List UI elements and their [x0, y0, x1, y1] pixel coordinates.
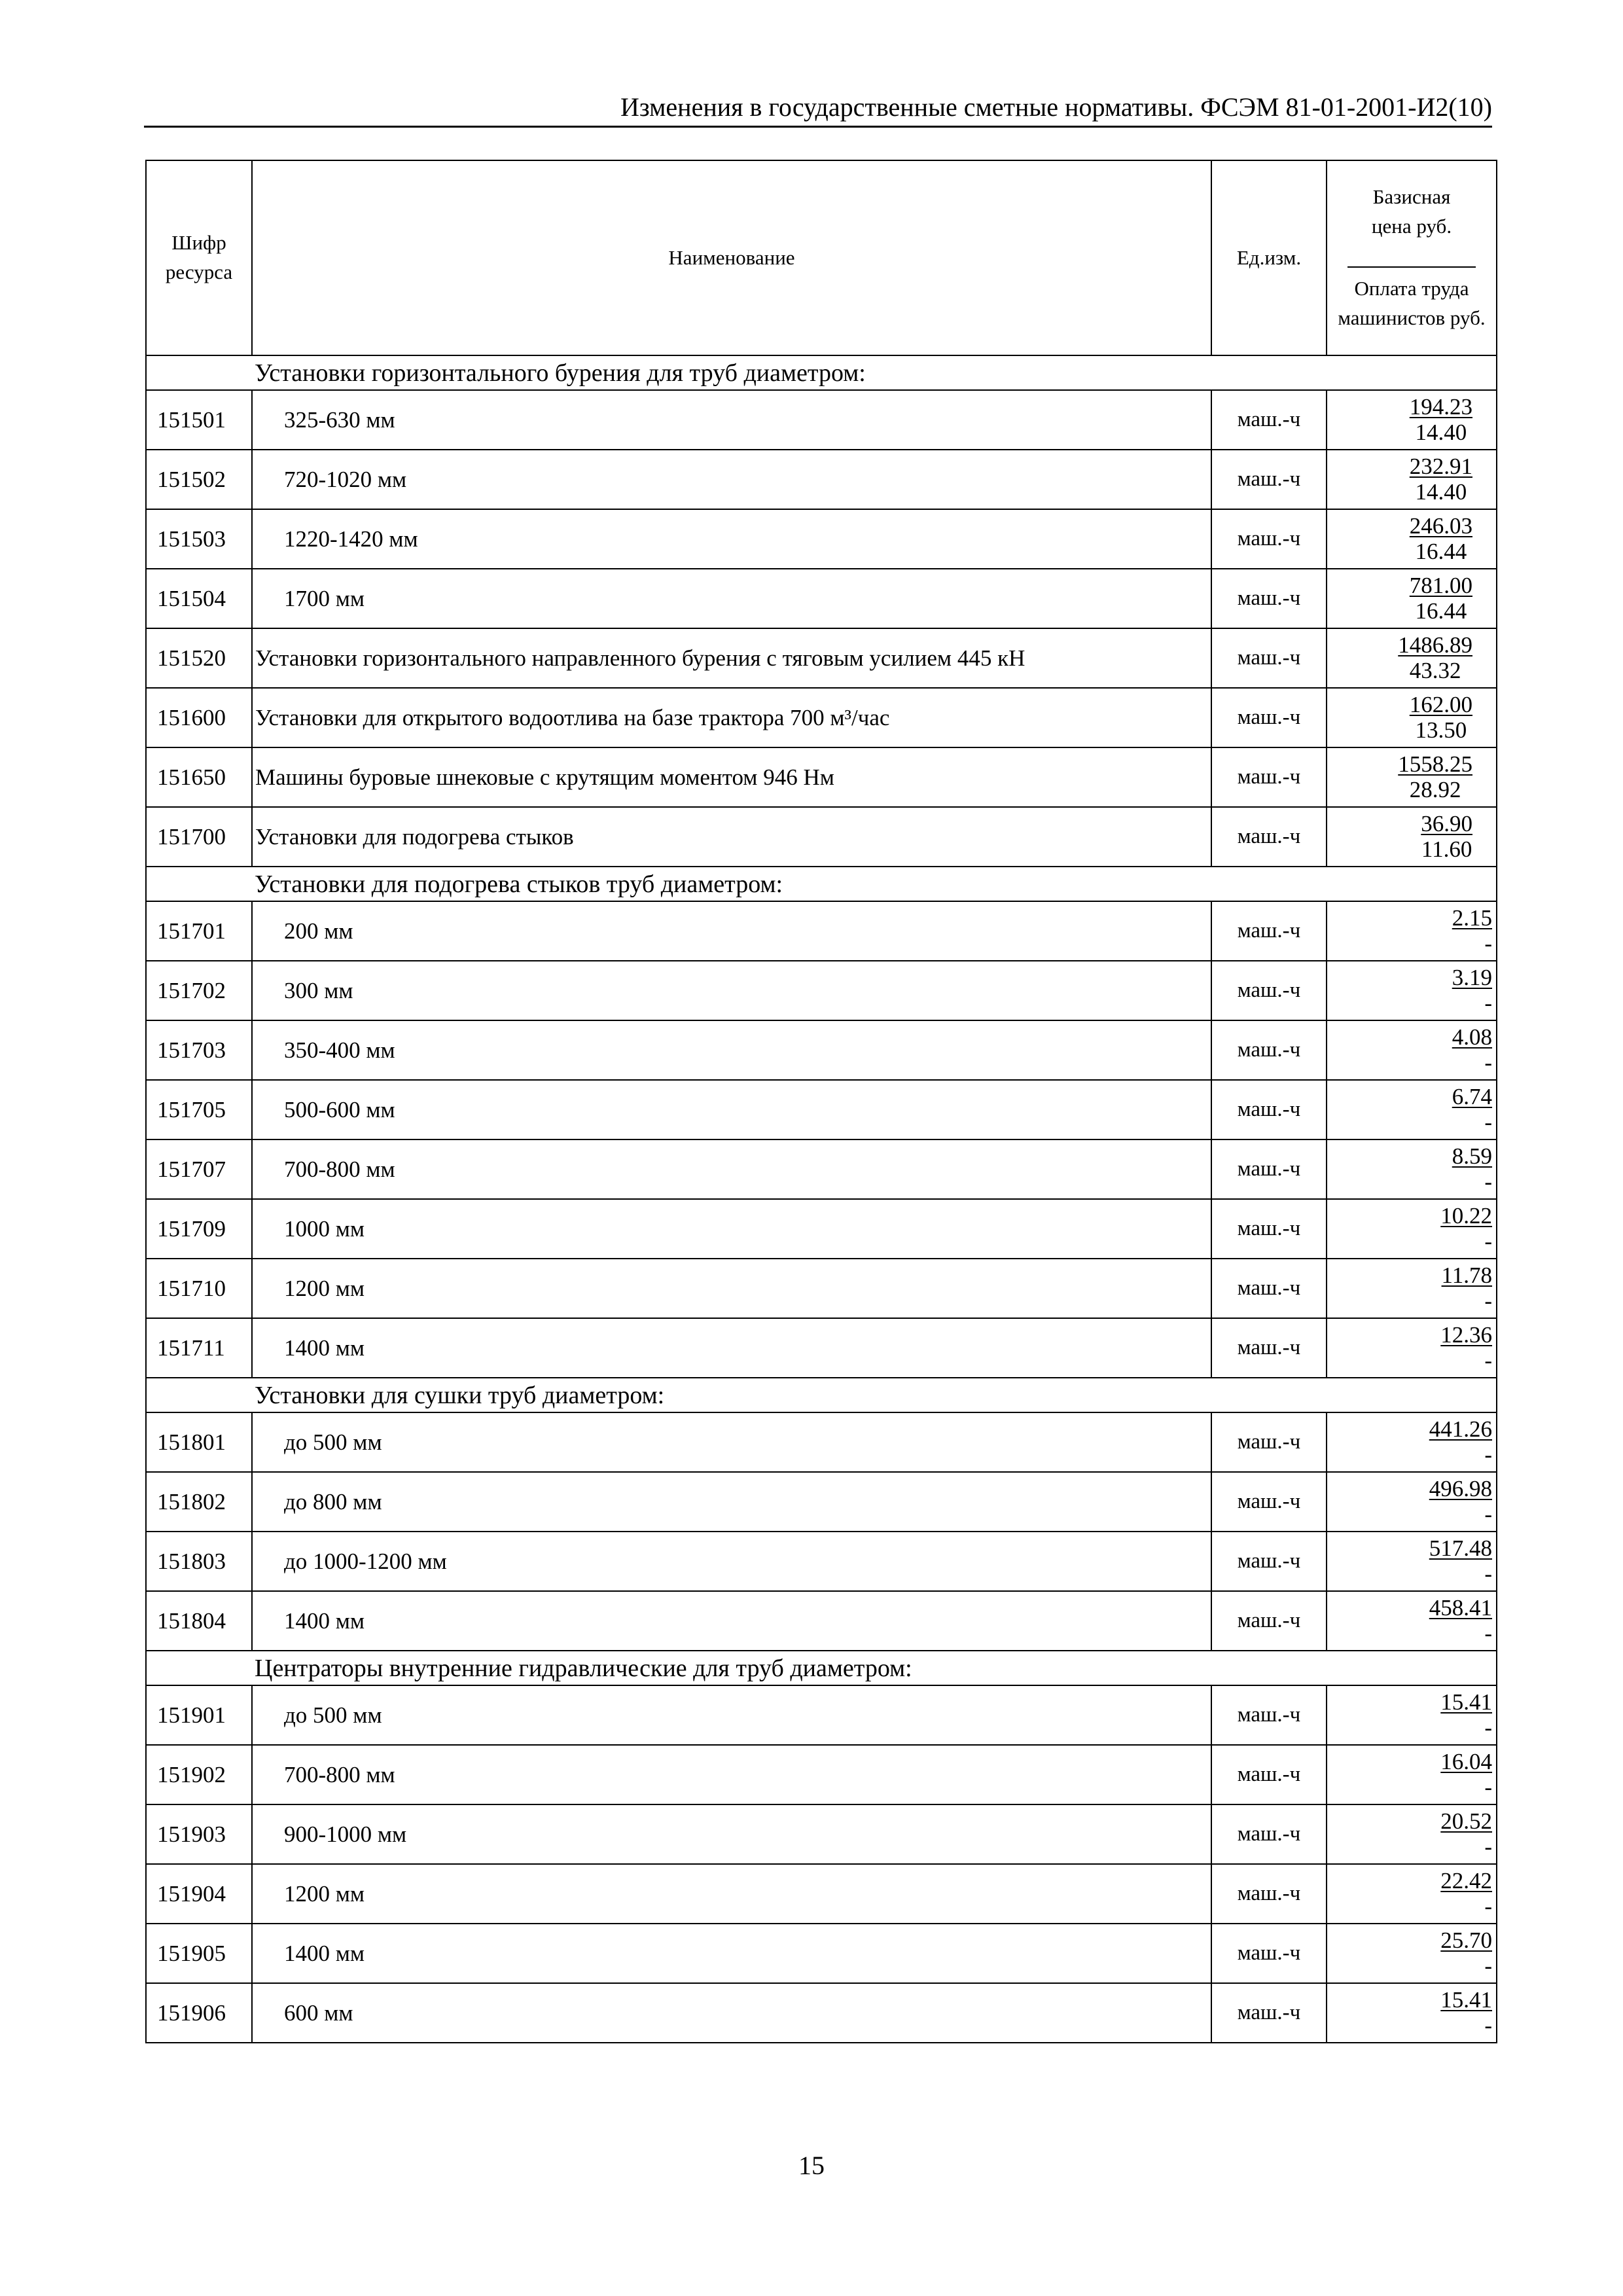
price-cell — [1327, 509, 1497, 569]
price-cell — [1327, 1472, 1497, 1532]
resource-code: 151504 — [146, 569, 252, 628]
base-price: 496.98 — [1429, 1476, 1492, 1501]
resource-name: 1200 мм — [252, 1259, 1211, 1318]
base-price: 15.41 — [1440, 1987, 1492, 2013]
resource-code: 151501 — [146, 390, 252, 450]
price-cell — [1327, 901, 1497, 961]
operator-labor-cost: - — [1484, 1049, 1492, 1075]
base-price: 10.22 — [1440, 1203, 1492, 1229]
price-header-labor: Оплата труда машинистов руб. — [1338, 277, 1486, 329]
operator-labor-cost: 14.40 — [1415, 478, 1467, 505]
resource-name: 900-1000 мм — [252, 1804, 1211, 1864]
base-price: 162.00 — [1409, 692, 1472, 717]
resource-name: 325-630 мм — [252, 390, 1211, 450]
unit-of-measure: маш.-ч — [1211, 1472, 1327, 1532]
resource-code: 151520 — [146, 628, 252, 688]
resource-table — [145, 160, 1497, 2043]
base-price: 1486.89 — [1398, 632, 1472, 658]
price-cell — [1327, 628, 1497, 688]
table-row — [146, 1259, 1497, 1318]
section-code-cell — [146, 1378, 252, 1412]
page-number: 15 — [798, 2151, 825, 2180]
operator-labor-cost: 43.32 — [1409, 657, 1461, 683]
unit-of-measure: маш.-ч — [1211, 1020, 1327, 1080]
table-row — [146, 747, 1497, 807]
section-code-cell — [146, 1651, 252, 1685]
unit-of-measure: маш.-ч — [1211, 901, 1327, 961]
unit-of-measure: маш.-ч — [1211, 569, 1327, 628]
section-title: Установки горизонтального бурения для труб диаметром: — [252, 355, 1497, 390]
table-row — [146, 1020, 1497, 1080]
base-price: 232.91 — [1409, 454, 1472, 479]
section-title: Установки для сушки труб диаметром: — [252, 1378, 1497, 1412]
operator-labor-cost: 16.44 — [1415, 598, 1467, 624]
price-header-rule — [1347, 266, 1476, 268]
operator-labor-cost: - — [1484, 1347, 1492, 1373]
section-title: Установки для подогрева стыков труб диаметром: — [252, 867, 1497, 901]
column-header-price — [1327, 160, 1497, 355]
table-row — [146, 1864, 1497, 1924]
section-header-row — [146, 1651, 1497, 1685]
resource-name: 300 мм — [252, 961, 1211, 1020]
price-cell — [1327, 1924, 1497, 1983]
unit-of-measure: маш.-ч — [1211, 1983, 1327, 2043]
column-header-code: Шифр ресурса — [146, 160, 252, 355]
unit-of-measure: маш.-ч — [1211, 1864, 1327, 1924]
unit-of-measure: маш.-ч — [1211, 747, 1327, 807]
table-row — [146, 1139, 1497, 1199]
resource-name: до 500 мм — [252, 1685, 1211, 1745]
resource-name: Машины буровые шнековые с крутящим моментом 946 Нм — [252, 747, 1211, 807]
unit-of-measure: маш.-ч — [1211, 1412, 1327, 1472]
operator-labor-cost: 16.44 — [1415, 538, 1467, 564]
price-cell — [1327, 1804, 1497, 1864]
table-row — [146, 807, 1497, 867]
resource-name: 700-800 мм — [252, 1745, 1211, 1804]
price-cell — [1327, 569, 1497, 628]
resource-name: 1000 мм — [252, 1199, 1211, 1259]
section-title: Центраторы внутренние гидравлические для труб диаметром: — [252, 1651, 1497, 1685]
table-row — [146, 1318, 1497, 1378]
base-price: 36.90 — [1421, 811, 1472, 836]
table-row — [146, 1532, 1497, 1591]
resource-code: 151709 — [146, 1199, 252, 1259]
price-cell — [1327, 1532, 1497, 1591]
resource-name: 600 мм — [252, 1983, 1211, 2043]
price-header-base: Базисная цена руб. — [1371, 185, 1452, 238]
table-row — [146, 961, 1497, 1020]
price-cell — [1327, 1020, 1497, 1080]
resource-code: 151650 — [146, 747, 252, 807]
unit-of-measure: маш.-ч — [1211, 1139, 1327, 1199]
operator-labor-cost: - — [1484, 1168, 1492, 1194]
unit-of-measure: маш.-ч — [1211, 807, 1327, 867]
base-price: 4.08 — [1452, 1024, 1492, 1050]
resource-name: до 1000-1200 мм — [252, 1532, 1211, 1591]
table-body — [146, 355, 1497, 2043]
table-row — [146, 688, 1497, 747]
base-price: 781.00 — [1409, 573, 1472, 598]
price-cell — [1327, 450, 1497, 509]
resource-code: 151803 — [146, 1532, 252, 1591]
unit-of-measure: маш.-ч — [1211, 1924, 1327, 1983]
base-price: 517.48 — [1429, 1535, 1492, 1561]
resource-name: до 800 мм — [252, 1472, 1211, 1532]
operator-labor-cost: - — [1484, 1287, 1492, 1314]
price-cell — [1327, 390, 1497, 450]
table-row — [146, 1080, 1497, 1139]
price-cell — [1327, 1318, 1497, 1378]
table-row — [146, 569, 1497, 628]
unit-of-measure: маш.-ч — [1211, 1745, 1327, 1804]
table-row — [146, 1685, 1497, 1745]
resource-name: 200 мм — [252, 901, 1211, 961]
resource-name: 1220-1420 мм — [252, 509, 1211, 569]
resource-name: 1400 мм — [252, 1318, 1211, 1378]
resource-code: 151702 — [146, 961, 252, 1020]
operator-labor-cost: 13.50 — [1415, 717, 1467, 743]
table-row — [146, 1591, 1497, 1651]
price-cell — [1327, 1864, 1497, 1924]
operator-labor-cost: - — [1484, 1714, 1492, 1740]
operator-labor-cost: - — [1484, 1952, 1492, 1979]
unit-of-measure: маш.-ч — [1211, 1532, 1327, 1591]
base-price: 8.59 — [1452, 1143, 1492, 1169]
table-row — [146, 1745, 1497, 1804]
resource-name: 500-600 мм — [252, 1080, 1211, 1139]
base-price: 6.74 — [1452, 1084, 1492, 1109]
price-cell — [1327, 807, 1497, 867]
base-price: 16.04 — [1440, 1749, 1492, 1774]
operator-labor-cost: - — [1484, 1441, 1492, 1467]
base-price: 22.42 — [1440, 1868, 1492, 1893]
price-cell — [1327, 1139, 1497, 1199]
base-price: 441.26 — [1429, 1416, 1492, 1442]
resource-code: 151600 — [146, 688, 252, 747]
resource-code: 151503 — [146, 509, 252, 569]
table-row — [146, 1983, 1497, 2043]
table-row — [146, 1412, 1497, 1472]
unit-of-measure: маш.-ч — [1211, 961, 1327, 1020]
operator-labor-cost: - — [1484, 1228, 1492, 1254]
operator-labor-cost: 14.40 — [1415, 419, 1467, 445]
unit-of-measure: маш.-ч — [1211, 1199, 1327, 1259]
resource-code: 151804 — [146, 1591, 252, 1651]
table-row — [146, 450, 1497, 509]
section-code-cell — [146, 867, 252, 901]
operator-labor-cost: - — [1484, 1833, 1492, 1859]
price-cell — [1327, 1591, 1497, 1651]
column-header-unit: Ед.изм. — [1211, 160, 1327, 355]
header-rule — [144, 126, 1492, 128]
resource-name: 1400 мм — [252, 1924, 1211, 1983]
table-row — [146, 509, 1497, 569]
unit-of-measure: маш.-ч — [1211, 1080, 1327, 1139]
resource-code: 151703 — [146, 1020, 252, 1080]
price-cell — [1327, 1259, 1497, 1318]
price-cell — [1327, 688, 1497, 747]
operator-labor-cost: - — [1484, 1109, 1492, 1135]
resource-code: 151906 — [146, 1983, 252, 2043]
resource-name: Установки для подогрева стыков — [252, 807, 1211, 867]
base-price: 12.36 — [1440, 1322, 1492, 1348]
unit-of-measure: маш.-ч — [1211, 1318, 1327, 1378]
price-cell — [1327, 1685, 1497, 1745]
resource-code: 151502 — [146, 450, 252, 509]
unit-of-measure: маш.-ч — [1211, 1685, 1327, 1745]
base-price: 458.41 — [1429, 1595, 1492, 1621]
unit-of-measure: маш.-ч — [1211, 1804, 1327, 1864]
table-row — [146, 390, 1497, 450]
table-header-row — [146, 160, 1497, 355]
operator-labor-cost: - — [1484, 2012, 1492, 2038]
price-cell — [1327, 1412, 1497, 1472]
resource-code: 151711 — [146, 1318, 252, 1378]
unit-of-measure: маш.-ч — [1211, 628, 1327, 688]
operator-labor-cost: - — [1484, 1774, 1492, 1800]
resource-code: 151801 — [146, 1412, 252, 1472]
resource-name: 350-400 мм — [252, 1020, 1211, 1080]
table-row — [146, 1804, 1497, 1864]
price-cell — [1327, 1983, 1497, 2043]
section-code-cell — [146, 355, 252, 390]
price-cell — [1327, 1080, 1497, 1139]
resource-name: 700-800 мм — [252, 1139, 1211, 1199]
table-row — [146, 1199, 1497, 1259]
unit-of-measure: маш.-ч — [1211, 688, 1327, 747]
base-price: 2.15 — [1452, 905, 1492, 931]
price-cell — [1327, 961, 1497, 1020]
unit-of-measure: маш.-ч — [1211, 390, 1327, 450]
price-cell — [1327, 1745, 1497, 1804]
unit-of-measure: маш.-ч — [1211, 1259, 1327, 1318]
resource-code: 151905 — [146, 1924, 252, 1983]
section-header-row — [146, 867, 1497, 901]
table-row — [146, 1924, 1497, 1983]
resource-name: 1200 мм — [252, 1864, 1211, 1924]
resource-code: 151904 — [146, 1864, 252, 1924]
base-price: 246.03 — [1409, 513, 1472, 539]
unit-of-measure: маш.-ч — [1211, 450, 1327, 509]
resource-code: 151902 — [146, 1745, 252, 1804]
operator-labor-cost: 28.92 — [1409, 776, 1461, 802]
resource-code: 151802 — [146, 1472, 252, 1532]
base-price: 3.19 — [1452, 965, 1492, 990]
table-row — [146, 1472, 1497, 1532]
operator-labor-cost: - — [1484, 990, 1492, 1016]
resource-name: 720-1020 мм — [252, 450, 1211, 509]
unit-of-measure: маш.-ч — [1211, 1591, 1327, 1651]
operator-labor-cost: - — [1484, 930, 1492, 956]
operator-labor-cost: - — [1484, 1620, 1492, 1646]
resource-code: 151710 — [146, 1259, 252, 1318]
unit-of-measure: маш.-ч — [1211, 509, 1327, 569]
base-price: 15.41 — [1440, 1689, 1492, 1715]
resource-name: 1400 мм — [252, 1591, 1211, 1651]
column-header-name: Наименование — [252, 160, 1211, 355]
table-row — [146, 628, 1497, 688]
resource-code: 151707 — [146, 1139, 252, 1199]
base-price: 1558.25 — [1398, 751, 1472, 777]
base-price: 194.23 — [1409, 394, 1472, 420]
resource-code: 151903 — [146, 1804, 252, 1864]
resource-name: до 500 мм — [252, 1412, 1211, 1472]
resource-name: 1700 мм — [252, 569, 1211, 628]
document-header: Изменения в государственные сметные нормативы. ФСЭМ 81-01-2001-И2(10) — [620, 92, 1492, 122]
base-price: 25.70 — [1440, 1928, 1492, 1953]
operator-labor-cost: - — [1484, 1501, 1492, 1527]
operator-labor-cost: - — [1484, 1893, 1492, 1919]
price-cell — [1327, 1199, 1497, 1259]
resource-code: 151705 — [146, 1080, 252, 1139]
resource-name: Установки горизонтального направленного бурения с тяговым усилием 445 кН — [252, 628, 1211, 688]
resource-name: Установки для открытого водоотлива на базе трактора 700 м³/час — [252, 688, 1211, 747]
resource-code: 151901 — [146, 1685, 252, 1745]
section-header-row — [146, 1378, 1497, 1412]
price-cell — [1327, 747, 1497, 807]
operator-labor-cost: 11.60 — [1421, 836, 1472, 862]
operator-labor-cost: - — [1484, 1560, 1492, 1587]
base-price: 20.52 — [1440, 1808, 1492, 1834]
section-header-row — [146, 355, 1497, 390]
base-price: 11.78 — [1441, 1263, 1492, 1288]
table-row — [146, 901, 1497, 961]
resource-code: 151700 — [146, 807, 252, 867]
resource-code: 151701 — [146, 901, 252, 961]
